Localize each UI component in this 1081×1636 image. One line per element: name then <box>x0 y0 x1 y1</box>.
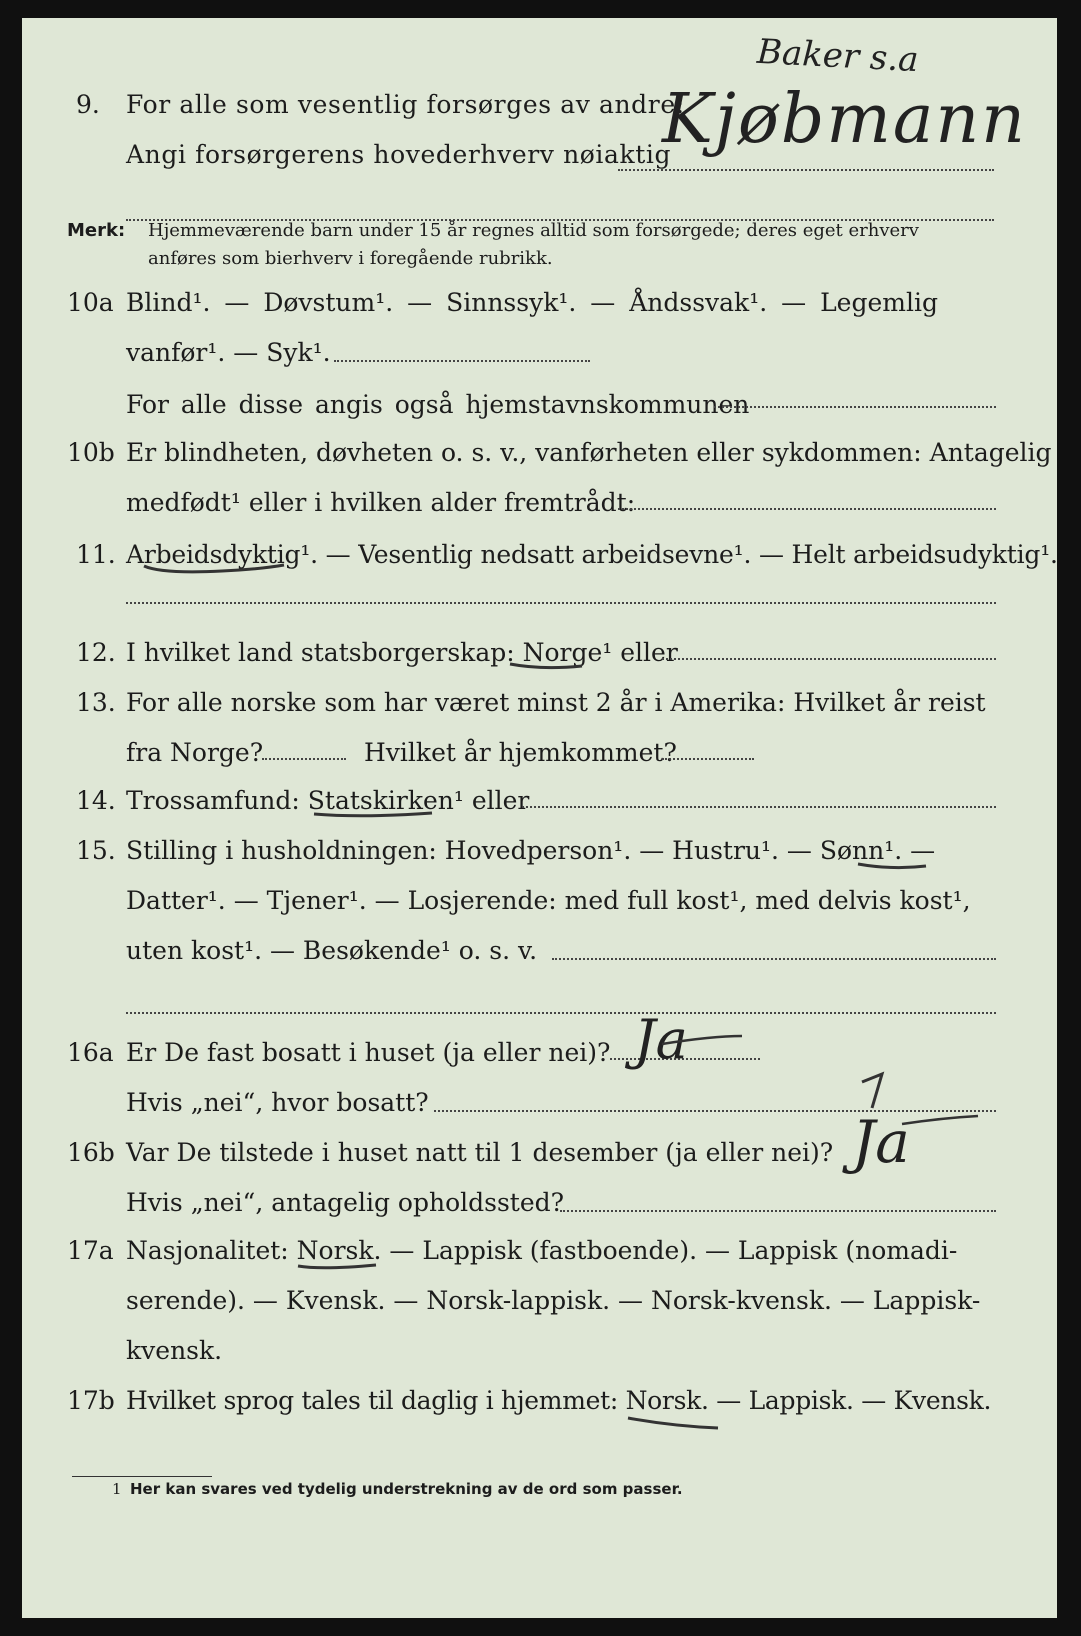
question-text: Datter¹. — Tjener¹. — Losjerende: med full kost¹, med delvis kost¹, <box>126 886 971 915</box>
footnote-text: Her kan svares ved tydelig understrekning av de ord som passer. <box>130 1480 683 1498</box>
note-text: Hjemmeværende barn under 15 år regnes alltid som forsørgede; deres eget erhverv <box>148 220 919 241</box>
question-number: 16b <box>67 1138 115 1167</box>
handwritten-answer: Ja <box>852 1108 910 1176</box>
question-text: I hvilket land statsborgerskap: Norge¹ eller <box>126 638 678 667</box>
question-number: 16a <box>67 1038 114 1067</box>
question-number: 17b <box>67 1386 115 1415</box>
hand-stroke <box>662 1036 742 1044</box>
footnote-mark: 1 <box>112 1480 122 1498</box>
question-text: Hvis „nei“, hvor bosatt? <box>126 1088 429 1117</box>
question-text: kvensk. <box>126 1336 223 1365</box>
question-text: Er De fast bosatt i huset (ja eller nei)? <box>126 1038 611 1067</box>
hand-stroke <box>902 1116 978 1124</box>
question-text: fra Norge? <box>126 738 264 767</box>
note-text: anføres som bierhverv i foregående rubrikk. <box>148 248 553 269</box>
question-text: vanfør¹. — Syk¹. <box>126 338 331 367</box>
underline-arbeidsdyktig <box>144 565 284 572</box>
question-text: Var De tilstede i huset natt til 1 desember (ja eller nei)? <box>126 1138 834 1167</box>
underline-norsk-17a <box>298 1265 376 1268</box>
question-text: serende). — Kvensk. — Norsk-lappisk. — Norsk-kvensk. — Lappisk- <box>126 1286 981 1315</box>
question-number: 9. <box>76 90 100 119</box>
question-text: Trossamfund: Statskirken¹ eller <box>126 786 530 815</box>
handwritten-answer: Kjøbmann <box>662 80 1027 159</box>
question-text: For alle disse angis også hjemstavnskommunen <box>126 390 750 419</box>
question-text: For alle som vesentlig forsørges av andre: <box>126 90 685 119</box>
underline-statskirken <box>314 813 432 816</box>
underline-norge <box>510 664 582 668</box>
question-number: 12. <box>76 638 116 667</box>
question-number: 15. <box>76 836 116 865</box>
underline-norsk-17b <box>628 1418 718 1428</box>
question-text: Hvilket sprog tales til daglig i hjemmet: Norsk. — Lappisk. — Kvensk. <box>126 1386 992 1415</box>
question-number: 14. <box>76 786 116 815</box>
underline-sonn <box>858 864 926 868</box>
question-text: Nasjonalitet: Norsk. — Lappisk (fastboende). — Lappisk (nomadi- <box>126 1236 958 1265</box>
hand-stroke <box>862 1074 882 1108</box>
question-number: 10a <box>67 288 114 317</box>
question-number: 10b <box>67 438 115 467</box>
question-text: Hvis „nei“, antagelig opholdssted? <box>126 1188 565 1217</box>
question-text: Er blindheten, døvheten o. s. v., vanførheten eller sykdommen: Antagelig <box>126 438 1052 467</box>
question-text: Stilling i husholdningen: Hovedperson¹. — Hustru¹. — Sønn¹. — <box>126 836 936 865</box>
question-number: 17a <box>67 1236 114 1265</box>
question-number: 13. <box>76 688 116 717</box>
handwritten-answer: Ja <box>634 1008 688 1071</box>
question-text: For alle norske som har været minst 2 år i Amerika: Hvilket år reist <box>126 688 986 717</box>
note-label: Merk: <box>67 220 126 241</box>
handwritten-annotation: Baker s.a <box>756 31 920 81</box>
handwritten-underlines <box>22 18 1057 1618</box>
question-number: 11. <box>76 540 116 569</box>
question-text: medfødt¹ eller i hvilken alder fremtrådt: <box>126 488 636 517</box>
census-form-page <box>22 18 1057 1618</box>
question-text: Arbeidsdyktig¹. — Vesentlig nedsatt arbeidsevne¹. — Helt arbeidsudyktig¹. <box>126 540 1058 569</box>
question-text: Hvilket år hjemkommet? <box>364 738 677 767</box>
question-text: Blind¹. — Døvstum¹. — Sinnssyk¹. — Åndssvak¹. — Legemlig <box>126 288 938 317</box>
question-text: Angi forsørgerens hovederhverv nøiaktig <box>126 140 672 169</box>
question-text: uten kost¹. — Besøkende¹ o. s. v. <box>126 936 538 965</box>
